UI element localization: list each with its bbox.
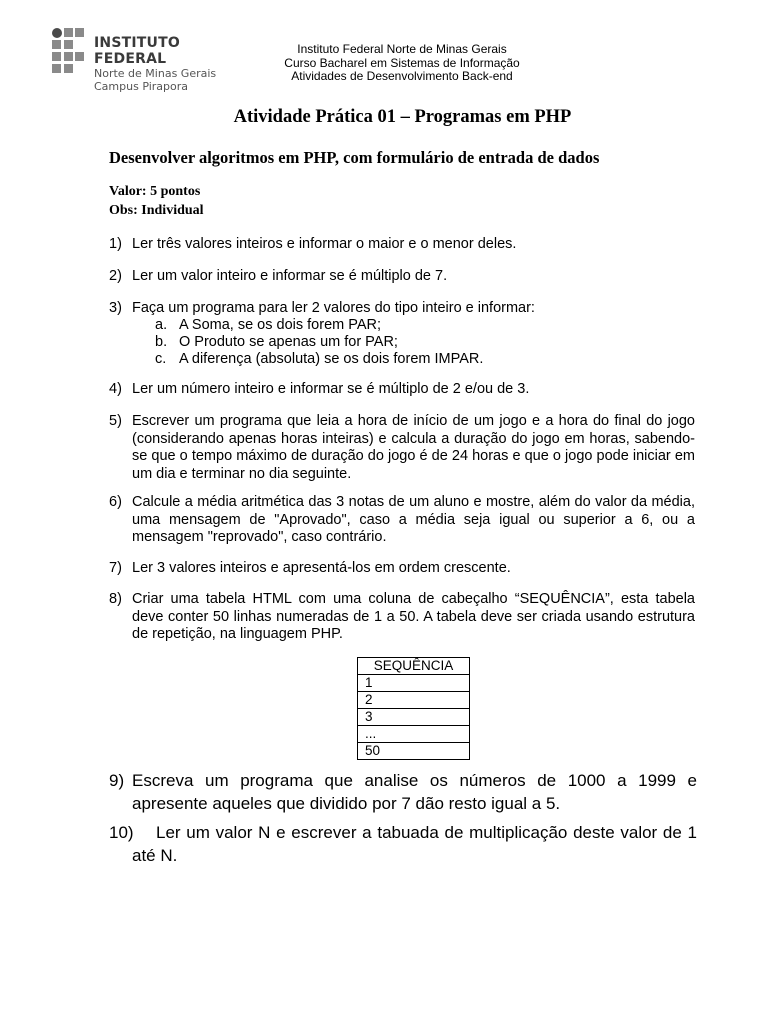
logo-title: INSTITUTO FEDERAL bbox=[94, 35, 180, 67]
page-subtitle: Desenvolver algoritmos em PHP, com formulário de entrada de dados bbox=[109, 148, 600, 167]
logo-line-1: Norte de Minas Gerais bbox=[94, 67, 217, 80]
question-text: Escreva um programa que analise os números de 1000 a 1999 e apresente aqueles que dividido por 7 dão resto igual a 5. bbox=[132, 771, 697, 813]
question-text: Faça um programa para ler 2 valores do tipo inteiro e informar: bbox=[132, 300, 535, 316]
sequence-table bbox=[357, 657, 470, 760]
obs-label: Obs: Individual bbox=[109, 203, 204, 218]
question-number: 9) bbox=[109, 771, 125, 790]
question-number: 1) bbox=[109, 236, 122, 252]
question-number: 7) bbox=[109, 560, 122, 576]
table-row: 3 bbox=[358, 709, 470, 726]
question-number: 10) bbox=[109, 823, 134, 842]
question-number: 5) bbox=[109, 413, 122, 429]
question-text: Ler três valores inteiros e informar o maior e o menor deles. bbox=[132, 236, 517, 252]
question-number: 6) bbox=[109, 494, 122, 510]
sequence-table-header: SEQUÊNCIA bbox=[358, 658, 470, 675]
table-row: 1 bbox=[358, 675, 470, 692]
table-row: 2 bbox=[358, 692, 470, 709]
question-number: 4) bbox=[109, 381, 122, 397]
question-number: 2) bbox=[109, 268, 122, 284]
table-row: ... bbox=[358, 726, 470, 743]
value-label: Valor: 5 pontos bbox=[109, 184, 201, 199]
page-title: Atividade Prática 01 – Programas em PHP bbox=[233, 107, 572, 127]
question-text: Ler 3 valores inteiros e apresentá-los em ordem crescente. bbox=[132, 560, 511, 576]
document-page: INSTITUTO FEDERAL Norte de Minas Gerais Campus Pirapora Instituto Federal Norte de Minas Gerais Curso Bacharel em Sistemas de Informação Atividades de Desenvolvimento Back-end Atividade Prática 01 – Programas em PHP Desenvolver algoritmos em PHP, com formulário de entrada de dados Valor: 5 pontos Obs: Individual 1) Ler três valores inteiros e informar o maior e o menor deles. 2) Ler um valor inteiro e informar se é múltiplo de 7. 3) Faça um programa para ler 2 valores do tipo inteiro e informar: a. A Soma, se os dois forem PAR; b. O Produto se apenas um for PAR; c. A diferença (absoluta) se os dois forem IMPAR. 4) Ler um número inteiro e informar se é múltiplo de 2 e/ou de 3. 5) Escrever um programa que leia a hora de início de um jogo e a hora do final do jogo (considerando apenas horas inteiras) e calcula a duração do jogo em horas, sabendo-se que o tempo máximo de duração do jogo é de 24 horas e que o jogo pode iniciar em um dia e terminar no dia seguinte. 6) Calcule a média aritmética das 3 notas de um aluno e mostre, além do valor da média, uma mensagem de "Aprovado", caso a média seja igual ou superior a 6, ou a mensagem "reprovado", caso contrário. 7) Ler 3 valores inteiros e apresentá-los em ordem crescente. 8) Criar uma tabela HTML com uma coluna de cabeçalho “SEQUÊNCIA”, esta tabela deve conter 50 linhas numeradas de 1 a 50. A tabela deve ser criada usando estrutura de repetição, na linguagem PHP. SEQUÊNCIA 1 2 3 ... 50 9) Escreva um programa que analise os números de 1000 a 1999 e apresente aqueles que dividido por 7 dão resto igual a 5. 10) Ler um valor N e escrever a tabuada de multiplicação deste valor de 1 até N. bbox=[0, 0, 768, 1024]
header-line-2: Curso Bacharel em Sistemas de Informação bbox=[284, 55, 520, 70]
table-row: 50 bbox=[358, 743, 470, 760]
question-text: Criar uma tabela HTML com uma coluna de cabeçalho “SEQUÊNCIA”, esta tabela deve conter 50 linhas numeradas de 1 a 50. A tabela deve ser criada usando estrutura de repetição, na linguagem PHP. bbox=[132, 591, 695, 642]
question-number: 8) bbox=[109, 591, 122, 607]
question-text: Escrever um programa que leia a hora de início de um jogo e a hora do final do jogo (considerando apenas horas inteiras) e calcula a duração do jogo em horas, sabendo-se que o tempo máximo de duração do jogo é de 24 horas e que o jogo pode iniciar em um dia e terminar no dia seguinte. bbox=[132, 413, 695, 482]
logo-line-2: Campus Pirapora bbox=[94, 80, 189, 93]
institute-logo bbox=[52, 28, 252, 93]
question-text: Ler um valor inteiro e informar se é múltiplo de 7. bbox=[132, 268, 448, 284]
document-header bbox=[262, 43, 542, 84]
question-number: 3) bbox=[109, 300, 122, 316]
header-line-1: Instituto Federal Norte de Minas Gerais bbox=[297, 42, 507, 56]
question-text: Ler um número inteiro e informar se é múltiplo de 2 e/ou de 3. bbox=[132, 381, 530, 397]
header-line-3: Atividades de Desenvolvimento Back-end bbox=[291, 69, 513, 83]
question-text: Ler um valor N e escrever a tabuada de multiplicação deste valor de 1 até N. bbox=[132, 823, 697, 865]
question-text: Calcule a média aritmética das 3 notas de um aluno e mostre, além do valor da média, uma mensagem de "Aprovado", caso a média seja igual ou superior a 6, ou a mensagem "reprovado", caso contrário. bbox=[132, 494, 695, 545]
logo-grid-icon bbox=[52, 28, 88, 74]
